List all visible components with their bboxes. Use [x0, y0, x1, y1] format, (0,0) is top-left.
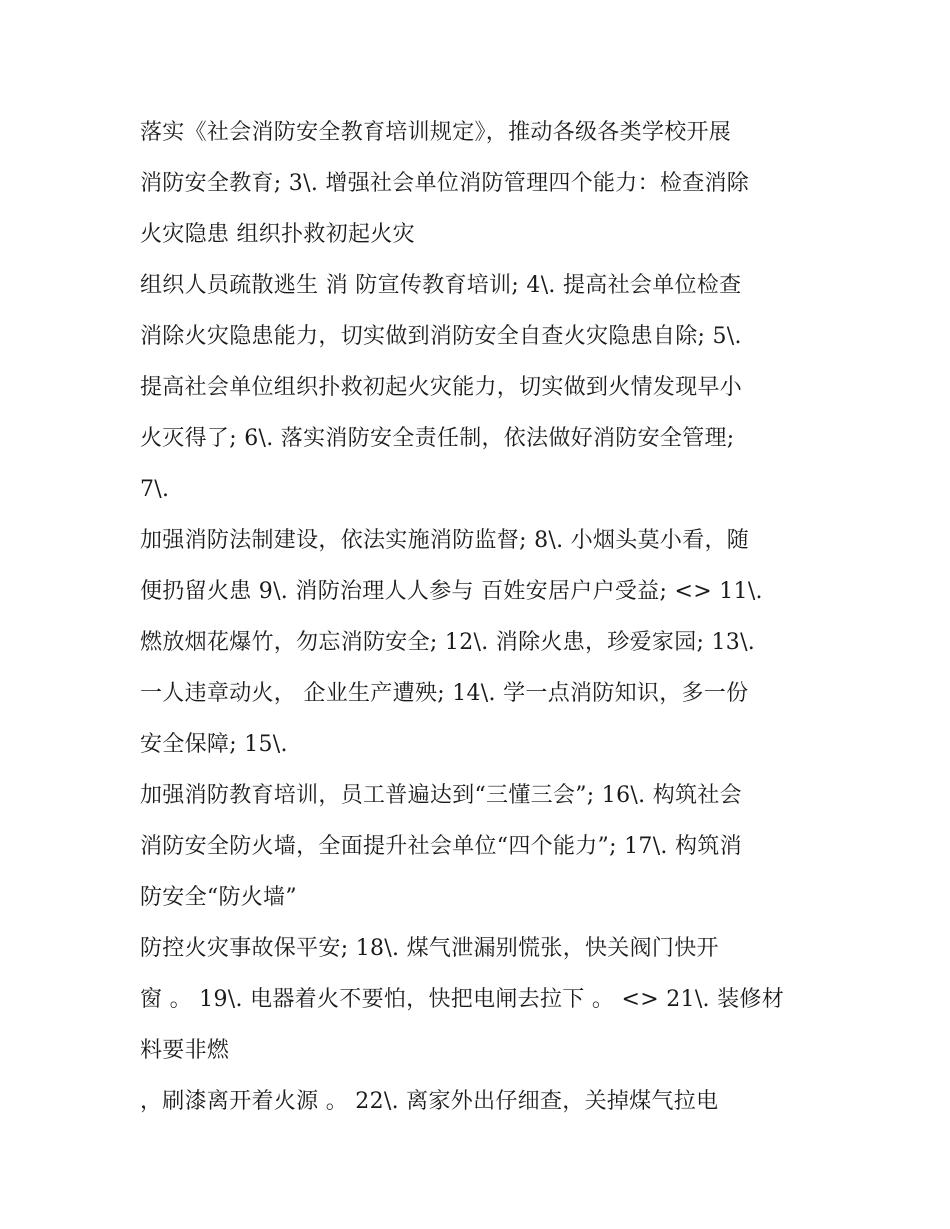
text-line: 消防安全防火墙，全面提升社会单位“四个能力”; 17\. 构筑消: [140, 834, 742, 859]
text-line: 火灾隐患 组织扑救初起火灾: [140, 222, 415, 247]
text-line: 燃放烟花爆竹，勿忘消防安全; 12\. 消除火患，珍爱家园; 13\.: [140, 630, 756, 655]
text-line: 便扔留火患 9\. 消防治理人人参与 百姓安居户户受益; <> 11\.: [140, 579, 763, 604]
text-line: 消除火灾隐患能力，切实做到消防安全自查火灾隐患自除; 5\.: [140, 324, 742, 349]
text-line: 火灭得了; 6\. 落实消防安全责任制，依法做好消防安全管理;: [140, 426, 735, 451]
body-text: [140, 107, 830, 1127]
text-line: 消防安全教育; 3\. 增强社会单位消防管理四个能力：检查消除: [140, 171, 750, 196]
text-line: 料要非燃: [140, 1038, 230, 1063]
text-line: 加强消防教育培训，员工普遍达到“三懂三会”; 16\. 构筑社会: [140, 783, 742, 808]
text-line: 防控火灾事故保平安; 18\. 煤气泄漏别慌张，快关阀门快开: [140, 936, 719, 961]
text-line: 一人违章动火， 企业生产遭殃; 14\. 学一点消防知识，多一份: [140, 681, 749, 706]
text-line: 加强消防法制建设，依法实施消防监督; 8\. 小烟头莫小看，随: [140, 528, 750, 553]
text-line: 防安全“防火墙”: [140, 885, 297, 910]
text-line: 组织人员疏散逃生 消 防宣传教育培训; 4\. 提高社会单位检查: [140, 273, 742, 298]
text-line: 提高社会单位组织扑救初起火灾能力，切实做到火情发现早小: [140, 375, 743, 400]
text-line: 7\.: [140, 477, 170, 502]
text-line: ，刷漆离开着火源 。 22\. 离家外出仔细查，关掉煤气拉电: [140, 1089, 719, 1114]
text-line: 落实《社会消防安全教育培训规定》，推动各级各类学校开展: [140, 120, 732, 145]
text-line: 安全保障; 15\.: [140, 732, 288, 757]
text-line: 窗 。 19\. 电器着火不要怕，快把电闸去拉下 。 <> 21\. 装修材: [140, 987, 785, 1012]
